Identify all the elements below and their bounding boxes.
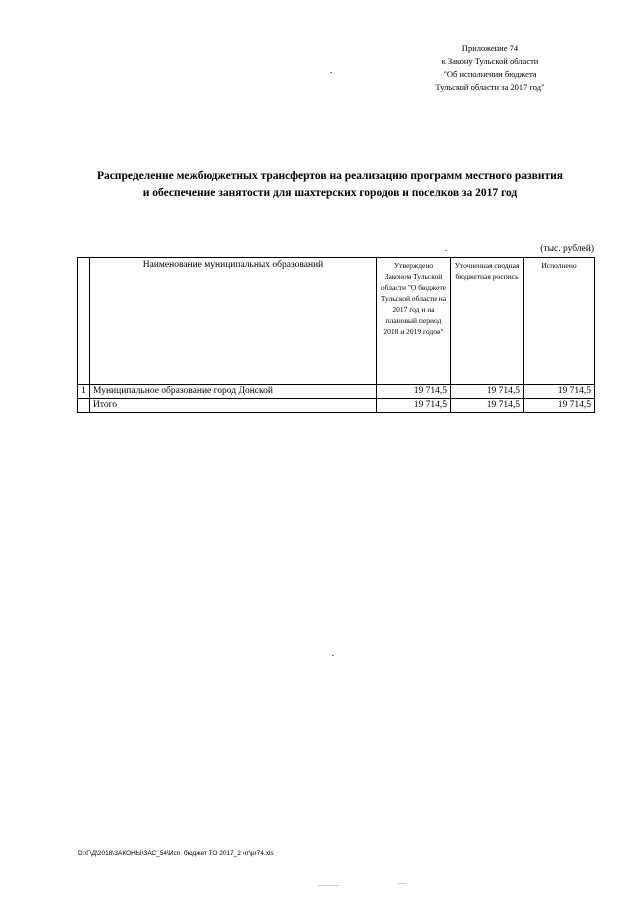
header-executed: Исполнено [524, 258, 595, 385]
total-executed-value: 19 714,5 [524, 399, 595, 413]
document-title [60, 168, 600, 202]
scan-speck [330, 72, 332, 73]
transfers-table [77, 257, 595, 413]
row-executed-value: 19 714,5 [524, 385, 595, 399]
row-number: 1 [78, 385, 90, 399]
units-label: (тыс. рублей) [540, 244, 594, 254]
total-revised-value: 19 714,5 [451, 399, 524, 413]
file-path-footer: D:\Г\Д\2018\ЗАКОНЫ\ЗАС_54\Исп. бюджет ТО 2017_2 чт\pr74.xls [78, 850, 274, 857]
scan-speck [445, 250, 447, 251]
header-revised-budget: Уточненная сводная бюджетная роспись [451, 258, 524, 385]
row-revised-value: 19 714,5 [451, 385, 524, 399]
appendix-line-2: к Закону Тульской области [441, 56, 539, 66]
title-line-2: и обеспечение занятости для шахтерских городов и поселков за 2017 год [142, 187, 518, 199]
scan-speck [318, 885, 340, 886]
appendix-line-3: "Об исполнении бюджета [443, 69, 537, 79]
title-line-1: Распределение межбюджетных трансфертов на реализацию программ местного развития [97, 170, 563, 182]
header-number [78, 258, 90, 385]
total-approved-value: 19 714,5 [377, 399, 451, 413]
scan-speck [398, 883, 406, 884]
total-number [78, 399, 90, 413]
total-label: Итого [90, 399, 377, 413]
appendix-line-1: Приложение 74 [461, 43, 519, 53]
scan-speck [332, 655, 334, 656]
appendix-header [405, 42, 575, 94]
header-approved: Утверждено Законом Тульской области "О бюджете Тульской области на 2017 год и на плановый период 2018 и 2019 годов" [377, 258, 451, 385]
total-row [78, 399, 595, 413]
appendix-line-4: Тульской области за 2017 год" [435, 82, 545, 92]
table-row [78, 385, 595, 399]
row-approved-value: 19 714,5 [377, 385, 451, 399]
row-municipality-name: Муниципальное образование город Донской [90, 385, 377, 399]
header-municipality-name: Наименование муниципальных образований [90, 258, 377, 385]
table-header-row [78, 258, 595, 385]
